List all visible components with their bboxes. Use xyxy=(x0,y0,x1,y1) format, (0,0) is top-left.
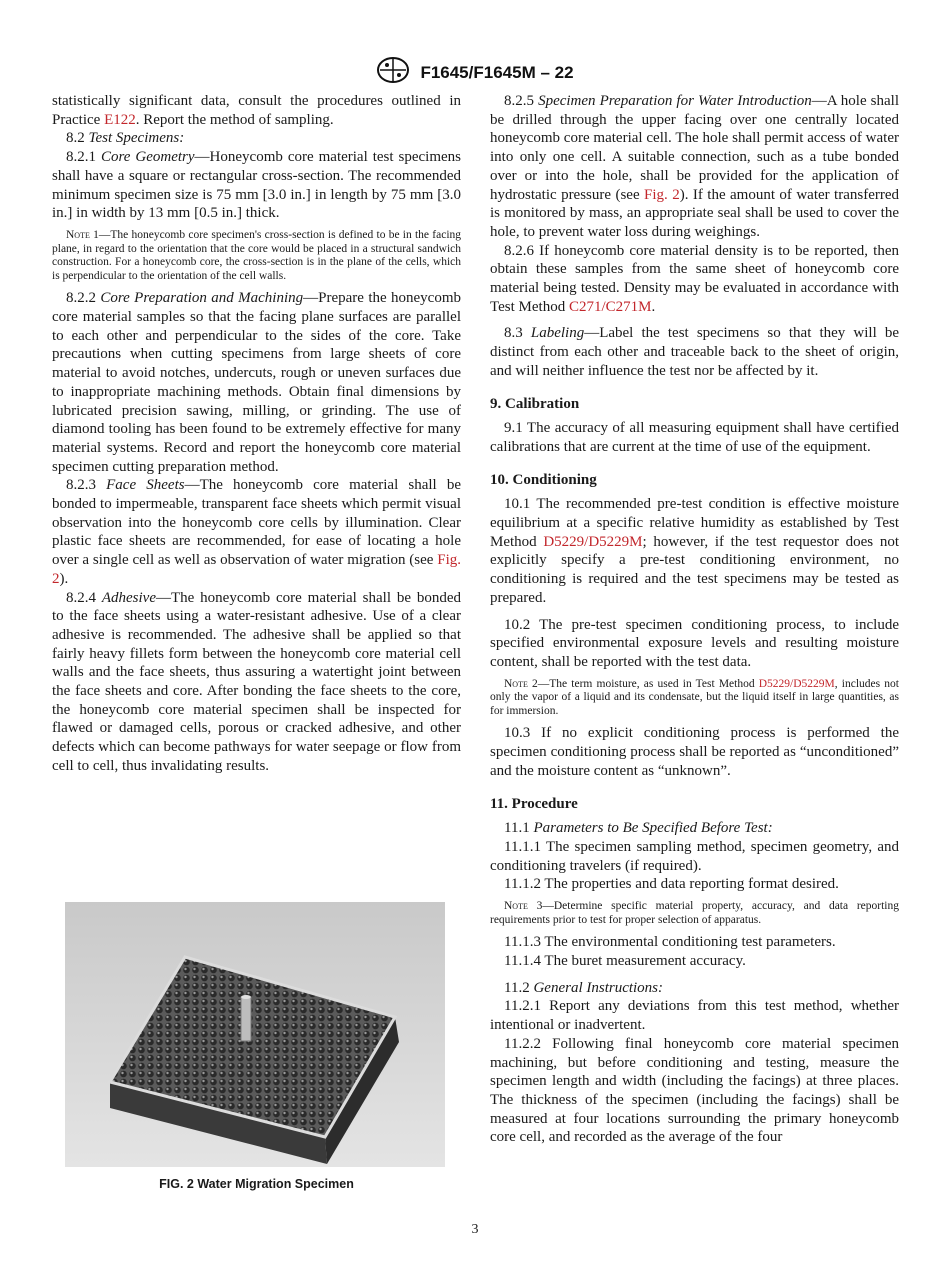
section-11-2-1: 11.2.1 Report any deviations from this test method, whether intentional or inadvertent. xyxy=(490,998,899,1034)
section-8-2-3: 8.2.3 Face Sheets—The honeycomb core material shall be bonded to impermeable, transparent face sheets which permit visual observation into the honeycomb core cells by illumination. Clear plastic face sheets are recommended, for ease of locating a hole over a single cell as well as observation of water migration (see Fig. 2). xyxy=(52,477,461,587)
section-8-2-6: 8.2.6 If honeycomb core material density is to be reported, then obtain these samples from the same sheet of honeycomb core material being tested. Density may be evaluated in accordance with Test Method C271/C271M. xyxy=(490,242,899,315)
astm-logo-icon xyxy=(376,56,410,89)
page-number: 3 xyxy=(471,1222,479,1237)
section-11-1-2: 11.1.2 The properties and data reporting format desired. xyxy=(504,876,839,893)
section-10-1: 10.1 The recommended pre-test condition is effective moisture equilibrium at a specific relative humidity as established by Test Method D5229/D5229M; however, if the test requestor does not explicitly specify a pre-test conditioning environment, no conditioning is required and the test specimens may be tested as prepared. xyxy=(490,496,899,606)
section-10-3: 10.3 If no explicit conditioning process is performed the specimen conditioning process shall be reported as “unconditioned” and the moisture content as “unknown”. xyxy=(490,725,899,779)
link-e122[interactable]: E122 xyxy=(104,111,136,128)
link-d5229[interactable]: D5229/D5229M xyxy=(758,677,835,690)
left-column xyxy=(52,92,461,776)
section-8-2-1: 8.2.1 Core Geometry—Honeycomb core material test specimens shall have a square or rectangular cross-section. The recommended minimum specimen size is 75 mm [3.0 in.] in length by 75 mm [3.0 in.] in width by 13 mm [0.5 in.] thick. xyxy=(52,149,462,222)
page-header xyxy=(0,56,950,89)
section-11-1-4: 11.1.4 The buret measurement accuracy. xyxy=(504,952,746,969)
link-fig-2[interactable]: Fig. 2 xyxy=(52,552,461,587)
note-2: Note 2—The term moisture, as used in Test Method D5229/D5229M, includes not only the vapor of a liquid and its condensate, but the liquid itself in large quantities, as for immersion. xyxy=(490,677,899,717)
link-c271[interactable]: C271/C271M xyxy=(568,298,652,315)
note-1: Note 1—The honeycomb core specimen's cross-section is defined to be in the facing plane, in regard to the orientation that the core would be placed in a structural sandwich construction. For a honeycomb core, the cross-section is in the plane of the cells, which is perpendicular to the orientation of the cell walls. xyxy=(52,228,462,282)
section-11-1-1: 11.1.1 The specimen sampling method, specimen geometry, and conditioning travelers (if required). xyxy=(490,838,899,874)
heading-calibration: 9. Calibration xyxy=(490,395,580,412)
heading-procedure: 11. Procedure xyxy=(490,795,578,812)
section-8-2: 8.2 Test Specimens: xyxy=(66,130,185,147)
section-11-1: 11.1 Parameters to Be Specified Before Test: xyxy=(504,820,773,837)
link-fig-2[interactable]: Fig. 2 xyxy=(644,186,680,203)
section-11-1-3: 11.1.3 The environmental conditioning test parameters. xyxy=(504,934,836,951)
section-11-2: 11.2 General Instructions: xyxy=(504,979,664,996)
figure-caption: FIG. 2 Water Migration Specimen xyxy=(159,1177,354,1191)
section-9-1: 9.1 The accuracy of all measuring equipment shall have certified calibrations that are current at the time of use of the equipment. xyxy=(490,420,899,455)
section-8-2-2: 8.2.2 Core Preparation and Machining—Prepare the honeycomb core material samples so that the facing plane surfaces are parallel to each other and perpendicular to the sides of the core. Take precautions when cutting specimens from large sheets of core material to avoid notches, undercuts, rough or uneven surfaces due to inappropriate machining methods. Obtain final dimensions by lubricated precision sawing, milling, or grinding. The use of diamond tooling has been found to be extremely effective for many material systems. Record and report the honeycomb core material specimen cutting preparation method. xyxy=(52,290,461,475)
link-d5229[interactable]: D5229/D5229M xyxy=(543,533,643,550)
paragraph-sampling: statistically significant data, consult the procedures outlined in Practice E122. Report the method of sampling. xyxy=(52,93,461,128)
heading-conditioning: 10. Conditioning xyxy=(490,471,597,488)
section-10-2: 10.2 The pre-test specimen conditioning process, to include specified environmental exposure levels and resulting moisture content, shall be reported with the test data. xyxy=(490,616,899,670)
section-11-2-2: 11.2.2 Following final honeycomb core material specimen machining, but before conditioning and testing, measure the specimen length and width (including the facings) at three places. The thickness of the specimen (including the facings) shall be measured at four locations surrounding the primary honeycomb core cell, and recorded as the average of the four xyxy=(490,1035,899,1146)
note-3: Note 3—Determine specific material property, accuracy, and data reporting requirements prior to test for proper selection of apparatus. xyxy=(490,900,899,926)
document-designation: F1645/F1645M – 22 xyxy=(420,62,574,82)
section-8-2-5: 8.2.5 Specimen Preparation for Water Introduction—A hole shall be drilled through the upper facing over one centrally located honeycomb core material cell. The hole shall permit access of water into only one cell. A suitable connection, such as a tube bonded over or into the hole, shall be provided for the application of hydrostatic pressure (see Fig. 2). If the amount of water transferred is monitored by mass, an appropriate seal shall be used to cover the hole, to prevent water loss during weighings. xyxy=(490,93,900,240)
right-column xyxy=(490,92,899,1147)
section-8-2-4: 8.2.4 Adhesive—The honeycomb core material shall be bonded to the face sheets using a water-resistant adhesive. Use of a clear adhesive is recommended. The adhesive shall be applied so that fairly heavy fillets form between the honeycomb core material cell walls and the face sheets, thus assuring a watertight joint between the face sheets and core. After bonding the face sheets to the core, the honeycomb core material specimen shall be inspected for flawed or damaged cells, porous or cracked adhesive, and other defects which can become pathways for water seepage or flow from cell to cell, thus invalidating results. xyxy=(52,589,462,774)
figure-water-migration-specimen xyxy=(65,902,445,1167)
section-8-3: 8.3 Labeling—Label the test specimens so that they will be distinct from each other and traceable back to the sheet of origin, and will neither influence the test nor be affected by it. xyxy=(490,325,899,379)
